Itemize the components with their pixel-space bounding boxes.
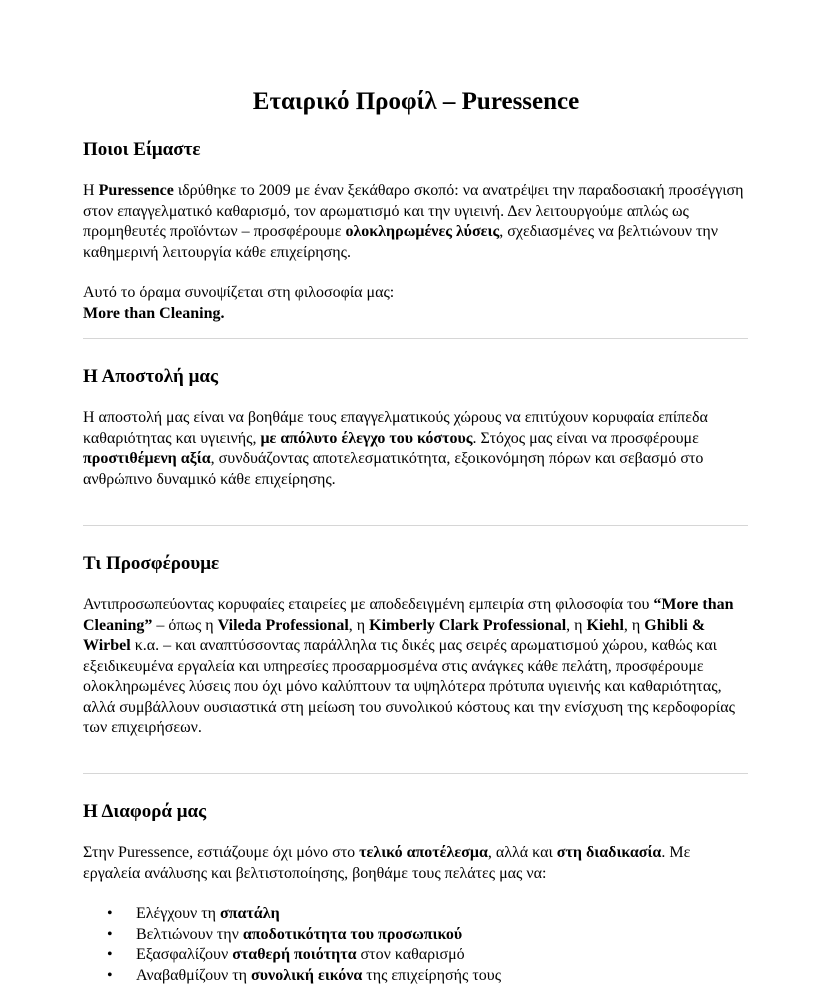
text: . Με εργαλεία ανάλυσης και βελτιστοποίησης, βοηθάμε τους πελάτες μας να: xyxy=(83,844,691,882)
text: Ελέγχουν τη xyxy=(136,905,221,922)
emphasis: σταθερή ποιότητα xyxy=(232,946,357,963)
brand-name: Kimberly Clark Professional xyxy=(369,616,567,634)
text: Η αποστολή μας είναι να βοηθάμε τους επαγγελματικούς χώρους να επιτύχουν κορυφαία επίπεδα καθαριότητας και υγιεινής, xyxy=(83,409,708,447)
emphasis: τελικό αποτέλεσμα xyxy=(359,844,488,861)
bullet-icon: • xyxy=(107,946,113,963)
paragraph-philosophy xyxy=(83,283,749,324)
text: Στην Puressence, εστιάζουμε όχι μόνο στο xyxy=(83,844,360,861)
list-item xyxy=(83,904,501,925)
text: της επιχείρησής τους xyxy=(362,966,502,984)
page-title: Εταιρικό Προφίλ – Puressence xyxy=(252,88,580,115)
list-item xyxy=(83,925,501,946)
text: Αντιπροσωπεύοντας κορυφαίες εταιρείες με αποδεδειγμένη εμπειρία στη φιλοσοφία του xyxy=(83,596,654,613)
philosophy-motto: More than Cleaning. xyxy=(83,304,225,322)
text: Αναβαθμίζουν τη xyxy=(136,966,252,984)
text: , η xyxy=(566,616,587,634)
text: Η xyxy=(83,182,99,199)
text: Εξασφαλίζουν xyxy=(136,946,233,963)
text: , η xyxy=(348,616,370,634)
text: Βελτιώνουν την xyxy=(136,925,243,943)
emphasis: ολοκληρωμένες λύσεις xyxy=(345,223,500,240)
section-heading-who-we-are: Ποιοι Είμαστε xyxy=(83,139,201,160)
paragraph-our-difference xyxy=(83,843,749,884)
motto: “More than Cleaning” xyxy=(83,596,734,634)
bullet-icon: • xyxy=(107,925,113,943)
brand-name: Vileda Professional xyxy=(217,616,349,634)
text: Αυτό το όραμα συνοψίζεται στη φιλοσοφία μας: xyxy=(83,284,395,301)
paragraph-who-we-are xyxy=(83,181,749,263)
section-divider xyxy=(83,773,748,774)
section-divider xyxy=(83,338,748,339)
text: στον καθαρισμό xyxy=(356,946,465,963)
brand-name: Ghibli & Wirbel xyxy=(83,616,706,654)
section-divider xyxy=(83,525,748,526)
text: , η xyxy=(623,616,645,634)
bullet-icon: • xyxy=(107,966,113,984)
section-heading-mission: Η Αποστολή μας xyxy=(83,366,218,387)
list-item xyxy=(83,966,501,987)
brand-name: Puressence xyxy=(98,182,174,199)
emphasis: στη διαδικασία xyxy=(556,844,662,861)
benefits-list xyxy=(83,904,501,986)
text: , συνδυάζοντας αποτελεσματικότητα, εξοικονόμηση πόρων και σεβασμό στο ανθρώπινο δυναμικό κάθε επιχείρησης. xyxy=(83,450,704,488)
emphasis: σπατάλη xyxy=(220,905,280,922)
text: . Στόχος μας είναι να προσφέρουμε xyxy=(472,429,699,447)
paragraph-mission xyxy=(83,408,749,490)
emphasis: με απόλυτο έλεγχο του κόστους xyxy=(260,429,473,447)
emphasis: συνολική εικόνα xyxy=(251,966,363,984)
section-heading-our-difference: Η Διαφορά μας xyxy=(83,801,207,822)
bullet-icon: • xyxy=(107,905,113,922)
text: – όπως η xyxy=(152,616,218,634)
text: ιδρύθηκε το 2009 με έναν ξεκάθαρο σκοπό: να ανατρέψει την παραδοσιακή προσέγγιση στον επαγγελματικό καθαρισμό, τον αρωματισμό και την υγιεινή. Δεν λειτουργούμε απλώς ως προμηθευτές προϊόντων – προσφέρουμε xyxy=(83,182,744,240)
text: , αλλά και xyxy=(487,844,557,861)
text: , σχεδιασμένες να βελτιώνουν την καθημερινή λειτουργία κάθε επιχείρησης. xyxy=(83,223,719,261)
emphasis: προστιθέμενη αξία xyxy=(83,450,211,467)
section-heading-what-we-offer: Τι Προσφέρουμε xyxy=(83,553,220,574)
text: κ.α. – και αναπτύσσοντας παράλληλα τις δικές μας σειρές αρωματισμού χώρου, καθώς και εξειδικευμένα εργαλεία και υπηρεσίες προσαρμοσμένα στις ανάγκες κάθε πελάτη, προσφέρουμε ολοκληρωμένες λύσεις που όχι μόνο καλύπτουν τα υψηλότερα πρότυπα υγιεινής και καθαριότητας, αλλά συμβάλλουν ουσιαστικά στη μείωση του συνολικού κόστους και την ενίσχυση της κερδοφορίας των επιχειρήσεων. xyxy=(83,637,735,736)
paragraph-what-we-offer xyxy=(83,595,749,739)
emphasis: αποδοτικότητα του προσωπικού xyxy=(242,925,463,943)
list-item xyxy=(83,945,501,966)
brand-name: Kiehl xyxy=(586,616,624,634)
